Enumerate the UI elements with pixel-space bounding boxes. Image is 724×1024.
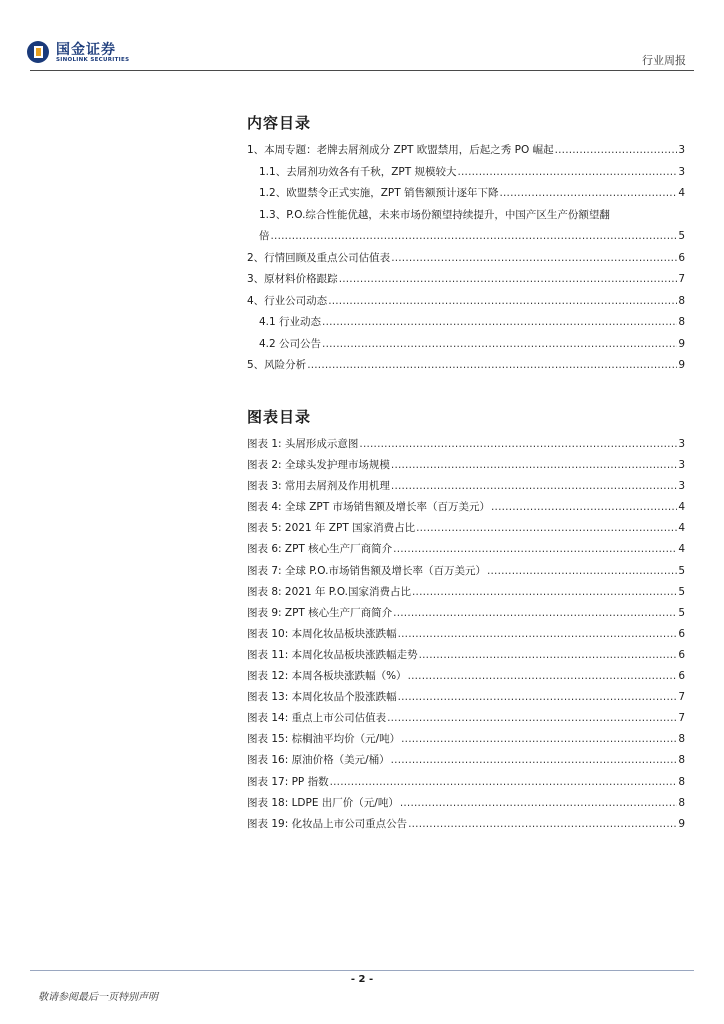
toc-entry-text: 图表 14: 重点上市公司估值表: [247, 712, 387, 725]
toc-entry[interactable]: [247, 434, 685, 455]
toc-page-number: 5: [678, 606, 685, 619]
toc-page-number: 3: [678, 480, 685, 493]
toc-entry[interactable]: [247, 645, 685, 666]
toc-leader-dots: [328, 291, 677, 313]
toc-entry[interactable]: [247, 248, 685, 270]
toc-entry-text: 4.1 行业动态: [259, 316, 322, 328]
toc-page-number: 4: [678, 543, 685, 556]
toc-leader-dots: [408, 814, 677, 835]
toc-entry[interactable]: [247, 518, 685, 539]
header-divider: [30, 70, 694, 71]
toc-page-number: 6: [678, 251, 685, 264]
toc-entry-text: 图表 18: LDPE 出厂价（元/吨）: [247, 796, 399, 809]
toc-entry-text: 4、行业公司动态: [247, 294, 328, 307]
toc-page-number: 9: [678, 817, 685, 830]
toc-leader-dots: [322, 334, 677, 356]
toc-leader-dots: [391, 455, 677, 476]
toc-entry[interactable]: [247, 814, 685, 835]
toc-entry[interactable]: [247, 269, 685, 291]
toc-entry-text: 图表 13: 本周化妆品个股涨跌幅: [247, 691, 397, 704]
toc-entry[interactable]: [247, 750, 685, 771]
toc-page-number: 8: [678, 775, 685, 788]
toc-entry-text: 图表 4: 全球 ZPT 市场销售额及增长率（百万美元）: [247, 501, 491, 514]
toc-entry[interactable]: [247, 624, 685, 645]
toc-entry-text: 4.2 公司公告: [259, 337, 322, 350]
contents-title: 内容目录: [247, 114, 312, 132]
toc-entry-text: 图表 9: ZPT 核心生产厂商简介: [247, 606, 393, 619]
toc-entry-text: 2、行情回顾及重点公司估值表: [247, 251, 391, 264]
toc-entry[interactable]: [247, 497, 685, 518]
toc-entry-text: 1.1、去屑剂功效各有千秋，ZPT 规模较大: [259, 165, 457, 178]
toc-page-number: 9: [678, 359, 685, 371]
toc-entry[interactable]: [247, 205, 685, 227]
sinolink-logo-icon: [26, 40, 50, 64]
toc-entry-text: 图表 11: 本周化妆品板块涨跌幅走势: [247, 648, 418, 661]
toc-entry[interactable]: [247, 183, 685, 205]
toc-page-number: 8: [678, 733, 685, 746]
toc-entry[interactable]: [247, 687, 685, 708]
toc-page-number: 7: [678, 273, 685, 285]
toc-entry-continuation[interactable]: [247, 226, 685, 248]
toc-entry[interactable]: [247, 140, 685, 162]
toc-page-number: 4: [678, 501, 685, 514]
figures-list: [247, 434, 685, 835]
page-number: - 2 -: [350, 974, 374, 985]
toc-leader-dots: [387, 708, 677, 729]
toc-page-number: 8: [678, 294, 685, 307]
toc-page-number: 3: [678, 438, 685, 450]
toc-leader-dots: [359, 434, 677, 455]
toc-leader-dots: [400, 793, 677, 814]
toc-entry[interactable]: [247, 561, 685, 582]
toc-entry-text: 5、风险分析: [247, 359, 307, 371]
toc-entry[interactable]: [247, 603, 685, 624]
toc-page-number: 5: [678, 230, 685, 242]
toc-entry-text: 1、本周专题：老牌去屑剂成分 ZPT 欧盟禁用，后起之秀 PO 崛起: [247, 144, 554, 156]
toc-page-number: 3: [678, 165, 685, 178]
toc-entry-text: 图表 15: 棕榈油平均价（元/吨）: [247, 733, 401, 746]
toc-entry[interactable]: [247, 355, 685, 377]
toc-page-number: 7: [678, 691, 685, 704]
toc-leader-dots: [330, 772, 678, 793]
disclaimer-note: 敬请参阅最后一页特别声明: [38, 992, 158, 1003]
logo-chinese-name: 国金证券: [56, 42, 116, 58]
toc-leader-dots: [339, 269, 678, 291]
toc-entry-text: 图表 16: 原油价格（美元/桶）: [247, 754, 390, 767]
toc-leader-dots: [393, 603, 677, 624]
toc-page-number: 8: [678, 796, 685, 809]
toc-entry[interactable]: [247, 476, 685, 497]
report-type-label: 行业周报: [642, 54, 686, 67]
toc-leader-dots: [391, 248, 677, 270]
toc-leader-dots: [398, 624, 678, 645]
toc-entry-text: 图表 6: ZPT 核心生产厂商简介: [247, 543, 393, 556]
toc-leader-dots: [457, 162, 677, 184]
toc-page-number: 7: [678, 712, 685, 725]
toc-entry-text: 图表 19: 化妆品上市公司重点公告: [247, 817, 408, 830]
toc-leader-dots: [491, 497, 677, 518]
toc-entry[interactable]: [247, 539, 685, 560]
contents-list: [247, 140, 685, 377]
toc-entry-text: 图表 10: 本周化妆品板块涨跌幅: [247, 627, 397, 640]
toc-entry-text: 1.3、P.O.综合性能优越，未来市场份额望持续提升，中国产区生产份额望翻: [259, 208, 610, 221]
toc-entry-text: 倍: [259, 230, 270, 242]
toc-page-number: 5: [678, 585, 685, 598]
toc-page-number: 5: [678, 564, 685, 577]
toc-page-number: 3: [678, 459, 685, 472]
toc-entry-text: 3、原材料价格跟踪: [247, 273, 338, 285]
toc-entry-text: 图表 7: 全球 P.O.市场销售额及增长率（百万美元）: [247, 564, 486, 577]
toc-entry[interactable]: [247, 582, 685, 603]
toc-leader-dots: [487, 561, 677, 582]
toc-entry-text: 图表 5: 2021 年 ZPT 国家消费占比: [247, 522, 416, 535]
toc-entry[interactable]: [247, 455, 685, 476]
toc-entry[interactable]: [247, 291, 685, 313]
logo-english-name: SINOLINK SECURITIES: [56, 57, 130, 63]
toc-leader-dots: [499, 183, 677, 205]
toc-page-number: 3: [678, 144, 685, 156]
toc-page-number: 6: [678, 648, 685, 661]
footer-divider: [30, 970, 694, 971]
toc-leader-dots: [322, 312, 677, 334]
toc-leader-dots: [416, 518, 677, 539]
toc-leader-dots: [307, 355, 677, 377]
toc-page-number: 4: [678, 522, 685, 535]
toc-entry-text: 图表 17: PP 指数: [247, 775, 329, 788]
toc-entry[interactable]: [247, 666, 685, 687]
figures-title: 图表目录: [247, 408, 312, 426]
toc-entry-text: 图表 12: 本周各板块涨跌幅（%）: [247, 670, 407, 683]
toc-leader-dots: [419, 645, 678, 666]
toc-page-number: 9: [678, 337, 685, 350]
toc-page-number: 8: [678, 754, 685, 767]
page-header: [0, 0, 724, 80]
toc-leader-dots: [398, 687, 678, 708]
toc-entry[interactable]: [247, 793, 685, 814]
toc-entry[interactable]: [247, 312, 685, 334]
toc-entry-text: 图表 2: 全球头发护理市场规模: [247, 459, 390, 472]
toc-entry[interactable]: [247, 772, 685, 793]
toc-entry-text: 图表 1: 头屑形成示意图: [247, 438, 359, 450]
toc-leader-dots: [271, 226, 678, 248]
toc-page-number: 6: [678, 670, 685, 683]
toc-entry-text: 1.2、欧盟禁令正式实施，ZPT 销售额预计逐年下降: [259, 187, 499, 199]
toc-leader-dots: [391, 750, 678, 771]
toc-leader-dots: [555, 140, 678, 162]
toc-entry[interactable]: [247, 729, 685, 750]
toc-leader-dots: [391, 476, 677, 497]
toc-leader-dots: [408, 666, 678, 687]
toc-page-number: 6: [678, 627, 685, 640]
toc-page-number: 4: [678, 187, 685, 199]
toc-entry-text: 图表 8: 2021 年 P.O.国家消费占比: [247, 585, 412, 598]
toc-leader-dots: [401, 729, 677, 750]
toc-entry-text: 图表 3: 常用去屑剂及作用机理: [247, 480, 390, 493]
company-logo: [26, 38, 136, 70]
toc-entry[interactable]: [247, 162, 685, 184]
toc-page-number: 8: [678, 316, 685, 328]
toc-leader-dots: [393, 539, 677, 560]
toc-entry[interactable]: [247, 708, 685, 729]
toc-leader-dots: [412, 582, 677, 603]
toc-entry[interactable]: [247, 334, 685, 356]
